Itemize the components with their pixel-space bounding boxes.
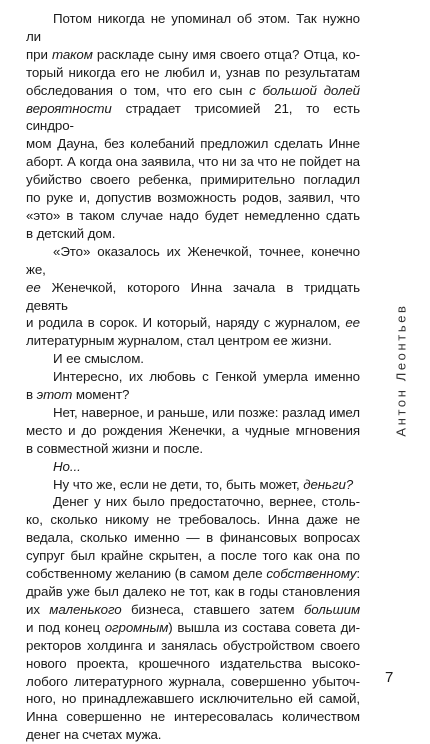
text-line: драйв уже был далеко не тот, как в годы становления (26, 584, 360, 599)
emphasis: вероятности (26, 100, 112, 116)
emphasis: этот (36, 387, 73, 403)
emphasis: огромным (104, 619, 169, 635)
text-line: Потом никогда не упоминал об этом. Так нужно ли (26, 11, 360, 44)
text-line: собственному желанию (в самом деле собственному: (26, 566, 360, 582)
text-line: ректоров холдинга и занялась обустройством своего (26, 637, 360, 653)
running-head-author: Антон Леонтьев (393, 303, 409, 437)
text-line: И ее смыслом. (53, 351, 144, 367)
page-number: 7 (385, 669, 394, 686)
text-line: нового проекта, крошечного издательства высоко- (26, 655, 360, 671)
emphasis: деньги? (303, 476, 354, 492)
text-line: обследования о том, что его сын с большой долей (26, 82, 360, 98)
paragraph (26, 243, 360, 350)
emphasis: Но... (53, 458, 81, 474)
text-line: ко, сколько никому не требовалось. Инна даже не (26, 512, 360, 528)
text-line: аборт. А когда она заявила, что ни за что не пойдет на (26, 154, 360, 170)
text-line: ного, но принадлежавшего исключительно ей самой, (26, 691, 360, 707)
text-line: и под конец огромным) вышла из состава совета ди- (26, 619, 360, 635)
text-line: их маленького бизнеса, ставшего затем большим (26, 601, 360, 617)
emphasis: маленького (49, 601, 122, 617)
paragraph (26, 404, 360, 458)
text-line: Нет, наверное, и раньше, или позже: разлад имел (53, 404, 360, 420)
running-head (389, 270, 413, 470)
paragraph (26, 493, 360, 744)
text-line: мом Дауна, без колебаний предложил сделать Инне (26, 136, 360, 152)
paragraph (26, 476, 360, 494)
emphasis: ее (26, 279, 41, 295)
emphasis: с большой долей (249, 82, 360, 98)
text-line: в совместной жизни и после. (26, 440, 204, 456)
text-line: при таком раскладе сыну имя своего отца? Отца, ко- (26, 46, 360, 62)
text-line: торый никогда его не любил и, узнав по результатам (26, 64, 360, 80)
text-line: в детский дом. (26, 225, 116, 241)
emphasis: ее (345, 315, 360, 331)
text-line: и родила в сорок. И который, наряду с журналом, ее (26, 315, 360, 331)
text-line: вероятности страдает трисомией 21, то есть синдро- (26, 100, 360, 134)
text-line: ее Женечкой, которого Инна зачала в тридцать девять (26, 279, 360, 313)
text-line: «это» в таком случае надо будет немедленно сдать (26, 207, 360, 223)
emphasis: собственному (266, 566, 357, 582)
text-line: Ну что же, если не дети, то, быть может, деньги? (53, 476, 354, 492)
text-line: по руке и, допустив возможность родов, заявил, что (26, 190, 360, 206)
text-line: лобого литературного журнала, совершенно убыточ- (26, 673, 360, 689)
text-line: литературным журналом, стал центром ее жизни. (26, 333, 332, 349)
paragraph (26, 10, 360, 243)
text-line: место и до рождения Женечки, а чудные мгновения (26, 422, 360, 438)
paragraph (26, 458, 360, 476)
emphasis: таком (51, 46, 93, 62)
text-line: Инна совершенно не интересовалась количеством (26, 709, 360, 725)
text-line: в этот момент? (26, 387, 130, 403)
paragraph (26, 368, 360, 404)
emphasis: большим (303, 601, 360, 617)
body-text (26, 10, 360, 744)
text-line: «Это» оказалось их Женечкой, точнее, конечно же, (26, 243, 360, 277)
text-line: супруг был крайне скрытен, а после того как она по (26, 548, 360, 564)
text-line: Денег у них было предостаточно, вернее, столь- (53, 494, 360, 510)
text-line: убийство своего ребенка, примирительно погладил (26, 172, 360, 188)
text-line: ведала, сколько именно — в финансовых вопросах (26, 530, 360, 546)
paragraph (26, 350, 360, 368)
text-line: Интересно, их любовь с Генкой умерла именно (53, 369, 360, 385)
text-line: денег на счетах мужа. (26, 727, 162, 743)
text-line (26, 458, 360, 476)
